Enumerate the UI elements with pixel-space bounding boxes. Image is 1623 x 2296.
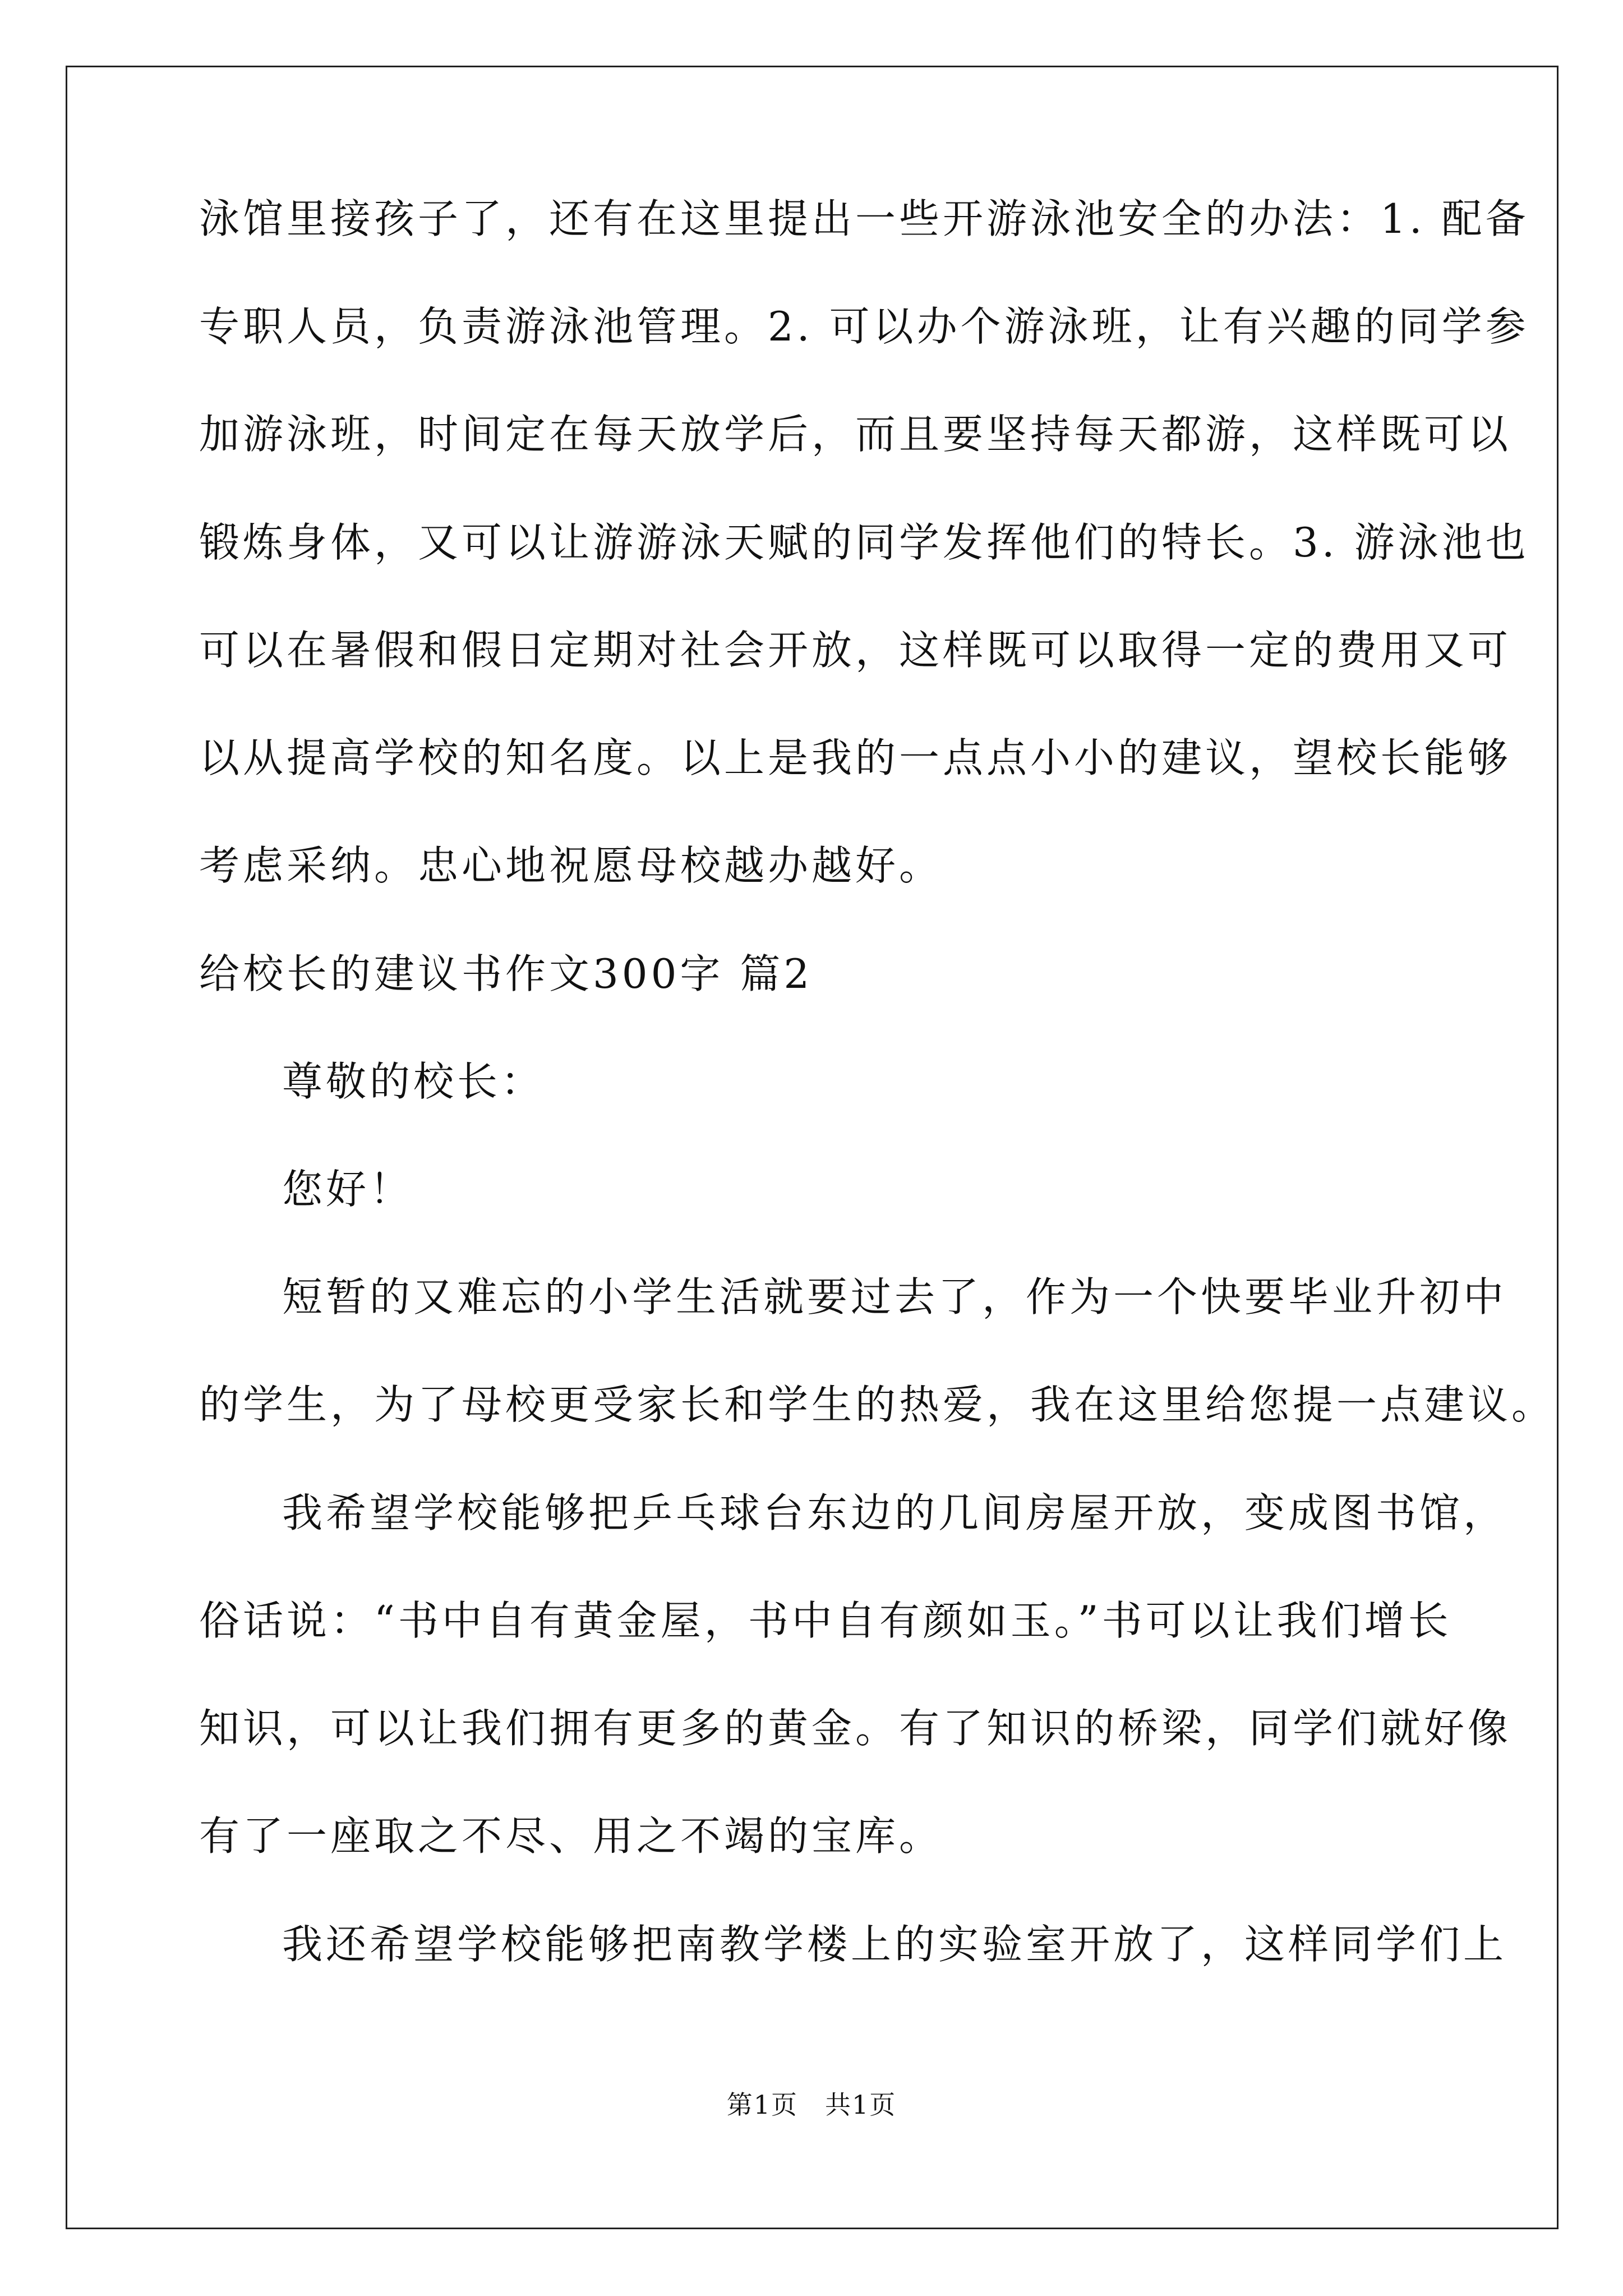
body-line: 可以在暑假和假日定期对社会开放，这样既可以取得一定的费用又可 [199,627,1512,674]
body-line: 我还希望学校能够把南教学楼上的实验室开放了，这样同学们上 [282,1921,1507,1968]
greeting: 您好！ [282,1166,414,1213]
body-line: 专职人员，负责游泳池管理。2. 可以办个游泳班，让有兴趣的同学参 [199,303,1529,350]
body-line: 我希望学校能够把乒乓球台东边的几间房屋开放，变成图书馆， [282,1489,1507,1536]
body-line: 的学生，为了母校更受家长和学生的热爱，我在这里给您提一点建议。 [199,1381,1556,1428]
body-line: 考虑采纳。忠心地祝愿母校越办越好。 [199,842,943,889]
section-heading: 给校长的建议书作文300字 篇2 [199,950,813,997]
body-line: 以从提高学校的知名度。以上是我的一点点小小的建议，望校长能够 [199,734,1512,781]
page-footer: 第1页 共1页 [726,2090,897,2120]
body-line: 锻炼身体，又可以让游游泳天赋的同学发挥他们的特长。3. 游泳池也 [199,519,1529,566]
body-line: 泳馆里接孩子了，还有在这里提出一些开游泳池安全的办法：1. 配备 [199,195,1529,242]
body-line: 俗话说：“书中自有黄金屋，书中自有颜如玉。”书可以让我们增长 [199,1597,1452,1644]
salutation: 尊敬的校长： [282,1058,545,1105]
body-line: 加游泳班，时间定在每天放学后，而且要坚持每天都游，这样既可以 [199,411,1512,458]
body-line: 知识，可以让我们拥有更多的黄金。有了知识的桥梁，同学们就好像 [199,1705,1512,1752]
body-line: 有了一座取之不尽、用之不竭的宝库。 [199,1812,943,1860]
body-line: 短暂的又难忘的小学生活就要过去了，作为一个快要毕业升初中 [282,1273,1507,1320]
page-border [66,66,1559,2229]
